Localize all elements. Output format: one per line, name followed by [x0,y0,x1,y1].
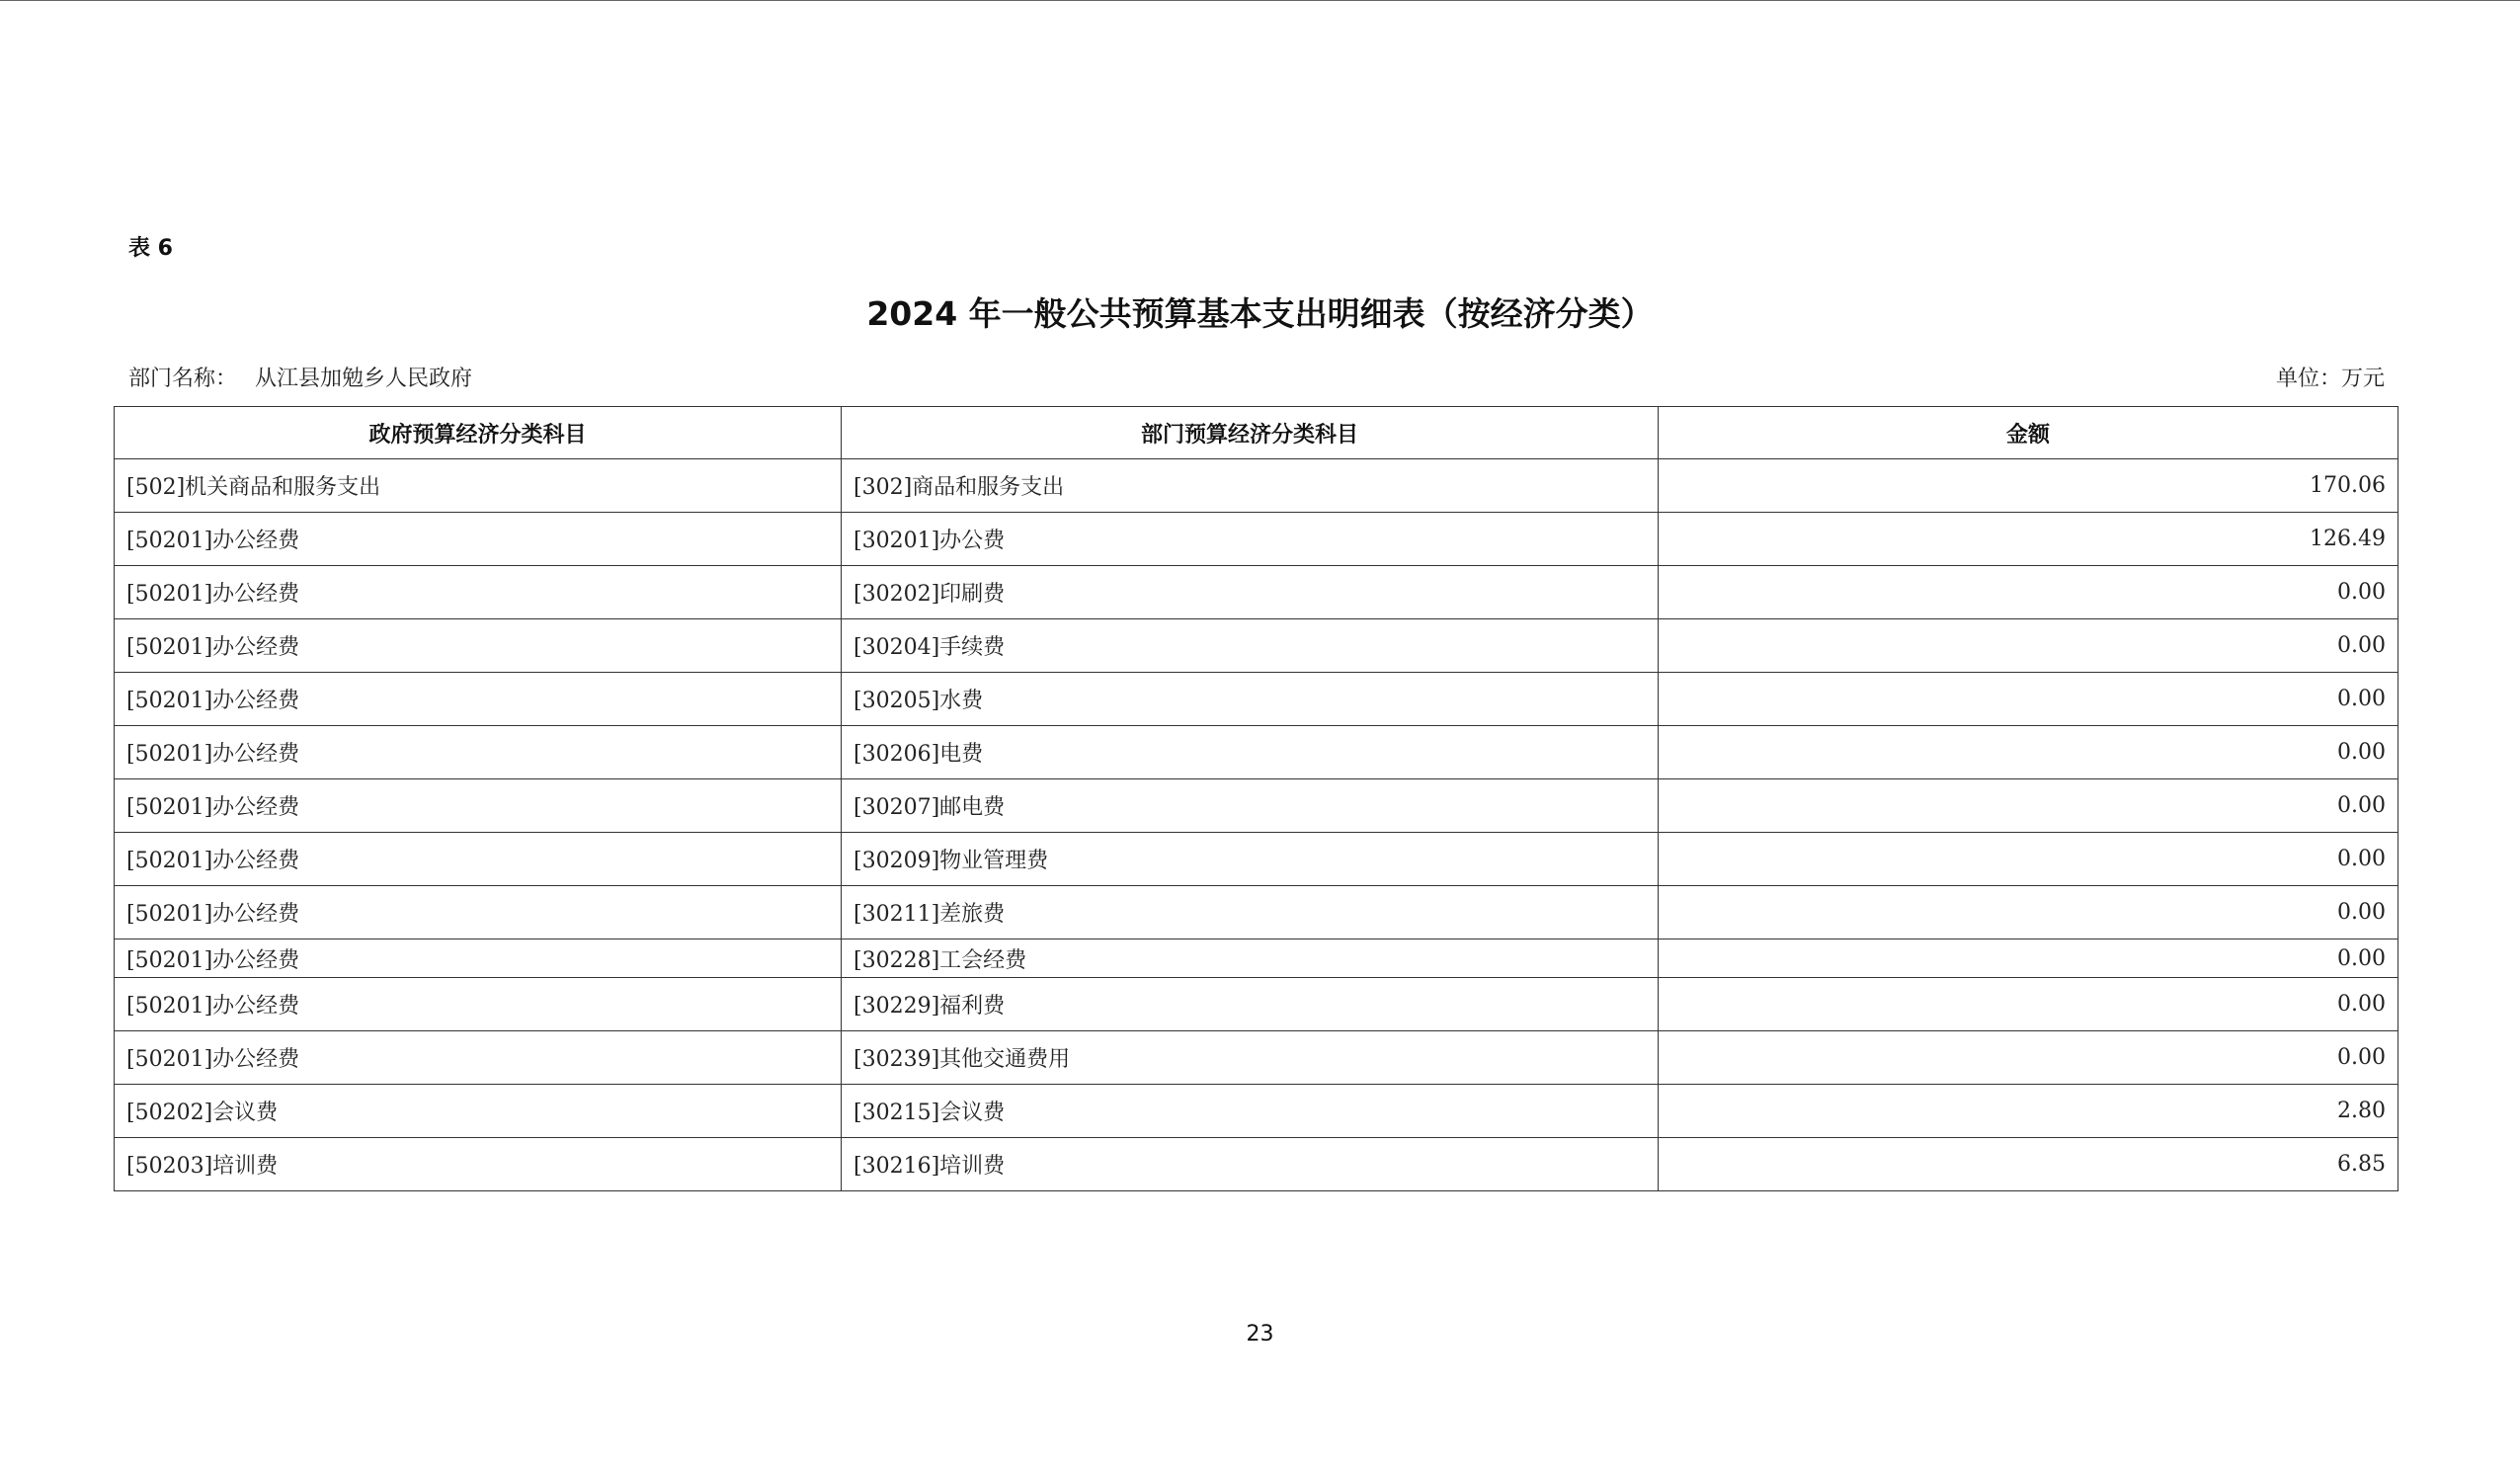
dept-category-cell: [30206]电费 [842,726,1659,779]
gov-category-cell: [50201]办公经费 [115,978,842,1031]
table-row [115,726,2398,779]
table-row [115,673,2398,726]
unit-label: 单位：万元 [2275,367,2385,391]
gov-category-cell: [50201]办公经费 [115,939,842,978]
table-number: 表 6 [128,236,173,261]
dept-category-cell: [30202]印刷费 [842,566,1659,619]
amount-cell: 0.00 [1659,619,2398,673]
dept-category-cell: [30239]其他交通费用 [842,1031,1659,1085]
header-dept-category: 部门预算经济分类科目 [842,407,1659,459]
gov-category-cell: [50201]办公经费 [115,833,842,886]
dept-category-cell: [302]商品和服务支出 [842,459,1659,513]
gov-category-cell: [50203]培训费 [115,1138,842,1191]
department-label: 部门名称： [128,367,238,391]
header-amount: 金额 [1659,407,2398,459]
dept-category-cell: [30229]福利费 [842,978,1659,1031]
gov-category-cell: [50201]办公经费 [115,1031,842,1085]
dept-category-cell: [30215]会议费 [842,1085,1659,1138]
amount-cell: 0.00 [1659,978,2398,1031]
department-name: 从江县加勉乡人民政府 [255,367,473,391]
page-title: 2024 年一般公共预算基本支出明细表（按经济分类） [866,294,1654,333]
gov-category-cell: [50201]办公经费 [115,779,842,833]
gov-category-cell: [502]机关商品和服务支出 [115,459,842,513]
gov-category-cell: [50201]办公经费 [115,619,842,673]
dept-category-cell: [30205]水费 [842,673,1659,726]
gov-category-cell: [50201]办公经费 [115,513,842,566]
gov-category-cell: [50201]办公经费 [115,566,842,619]
amount-cell: 126.49 [1659,513,2398,566]
gov-category-cell: [50201]办公经费 [115,726,842,779]
header-gov-category: 政府预算经济分类科目 [115,407,842,459]
amount-cell: 0.00 [1659,1031,2398,1085]
page-top-border [0,0,2520,1]
table-row [115,886,2398,939]
budget-table [114,406,2398,1191]
table-row [115,939,2398,978]
table-row [115,978,2398,1031]
dept-category-cell: [30211]差旅费 [842,886,1659,939]
amount-cell: 6.85 [1659,1138,2398,1191]
amount-cell: 0.00 [1659,833,2398,886]
gov-category-cell: [50201]办公经费 [115,886,842,939]
table-row [115,459,2398,513]
amount-cell: 0.00 [1659,939,2398,978]
amount-cell: 0.00 [1659,673,2398,726]
dept-category-cell: [30201]办公费 [842,513,1659,566]
table-row [115,1085,2398,1138]
table-row [115,619,2398,673]
amount-cell: 0.00 [1659,886,2398,939]
department-line [128,362,472,392]
amount-cell: 0.00 [1659,726,2398,779]
amount-cell: 2.80 [1659,1085,2398,1138]
table-row [115,779,2398,833]
dept-category-cell: [30228]工会经费 [842,939,1659,978]
dept-category-cell: [30204]手续费 [842,619,1659,673]
table-row [115,566,2398,619]
dept-category-cell: [30207]邮电费 [842,779,1659,833]
dept-category-cell: [30216]培训费 [842,1138,1659,1191]
table-row [115,1031,2398,1085]
amount-cell: 0.00 [1659,566,2398,619]
gov-category-cell: [50201]办公经费 [115,673,842,726]
table-header-row [115,407,2398,459]
page-number: 23 [1246,1322,1274,1347]
dept-category-cell: [30209]物业管理费 [842,833,1659,886]
gov-category-cell: [50202]会议费 [115,1085,842,1138]
table-row [115,833,2398,886]
amount-cell: 0.00 [1659,779,2398,833]
table-row [115,1138,2398,1191]
amount-cell: 170.06 [1659,459,2398,513]
table-row [115,513,2398,566]
